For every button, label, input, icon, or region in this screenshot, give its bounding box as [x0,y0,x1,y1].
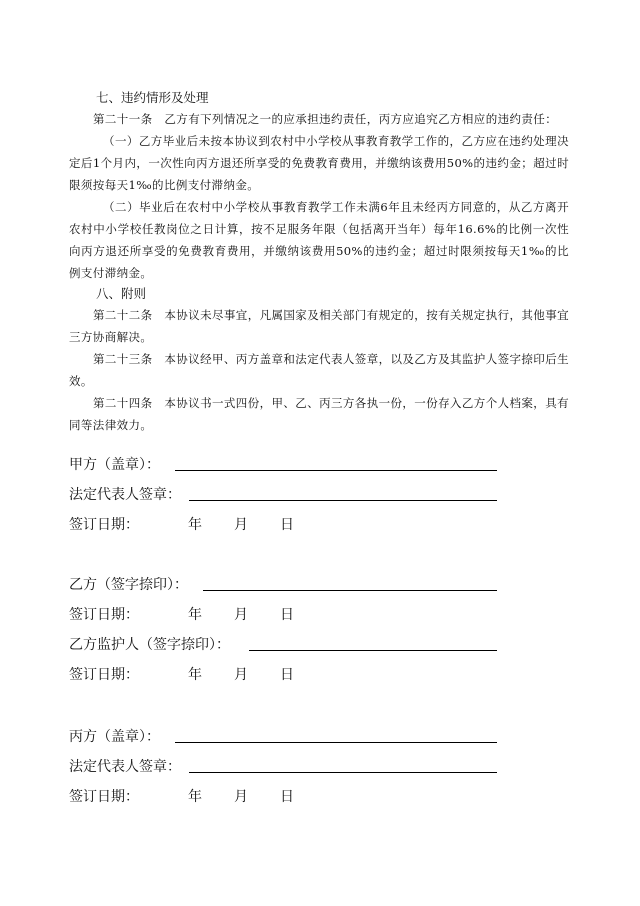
party-c-rep-row [69,757,499,777]
party-b-sign-label: 乙方（签字捺印）： [69,577,188,593]
year-label: 年 [188,789,202,805]
article-24: 第二十四条 本协议书一式四份，甲、乙、丙三方各执一份，一份存入乙方个人档案，具有同等法律效力。 [69,396,569,432]
date-label: 签订日期： [69,667,139,683]
party-a-seal-label: 甲方（盖章）： [69,457,160,473]
party-b-guardian-label: 乙方监护人（签字捺印）： [69,637,230,653]
section-8-heading: 八、附则 [96,286,147,301]
party-a-date-row [69,515,499,535]
year-label: 年 [188,517,202,533]
article-21-item-2: （二）毕业后在农村中小学校从事教育教学工作未满6年且未经丙方同意的，从乙方离开农村中小学校任教岗位之日计算，按不足服务年限（包括离开当年）每年16.6%的比例一次性向丙方退还所享受的免费教育费用，并缴纳该费用50%的违约金；超过时限须按每天1‰的比例支付滞纳金。 [69,200,569,280]
article-23: 第二十三条 本协议经甲、丙方盖章和法定代表人签章，以及乙方及其监护人签字捺印后生效。 [69,352,569,388]
month-label: 月 [234,667,248,683]
article-22: 第二十二条 本协议未尽事宜，凡属国家及相关部门有规定的，按有关规定执行，其他事宜三方协商解决。 [69,308,569,344]
article-21-item-1: （一）乙方毕业后未按本协议到农村中小学校从事教育教学工作的，乙方应在违约处理决定后1个月内，一次性向丙方退还所享受的免费教育费用，并缴纳该费用50%的违约金；超过时限须按每天1‰的比例支付滞纳金。 [69,134,569,192]
year-label: 年 [188,607,202,623]
day-label: 日 [280,667,294,683]
party-b-date-row [69,605,499,625]
month-label: 月 [234,607,248,623]
party-a-rep-row [69,485,499,505]
party-c-date-row [69,787,499,807]
party-a-seal-line[interactable] [175,470,497,471]
day-label: 日 [280,789,294,805]
party-c-seal-line[interactable] [175,742,497,743]
party-c-rep-label: 法定代表人签章： [69,759,181,775]
month-label: 月 [234,789,248,805]
contract-body [69,88,569,436]
party-a-rep-line[interactable] [189,500,497,501]
party-c-seal-label: 丙方（盖章）： [69,729,160,745]
article-21: 第二十一条 乙方有下列情况之一的应承担违约责任，丙方应追究乙方相应的违约责任： [93,112,558,126]
date-label: 签订日期： [69,607,139,623]
party-c-rep-line[interactable] [189,772,497,773]
day-label: 日 [280,607,294,623]
party-a-rep-label: 法定代表人签章： [69,487,181,503]
party-b-guardian-row [69,635,499,655]
section-7-heading: 七、违约情形及处理 [96,90,209,105]
party-b-guardian-line[interactable] [249,650,497,651]
date-label: 签订日期： [69,517,139,533]
party-a-seal-row [69,455,499,475]
month-label: 月 [234,517,248,533]
party-b-guardian-date-row [69,665,499,685]
date-label: 签订日期： [69,789,139,805]
party-b-sign-line[interactable] [203,590,497,591]
party-b-sign-row [69,575,499,595]
party-c-seal-row [69,727,499,747]
day-label: 日 [280,517,294,533]
year-label: 年 [188,667,202,683]
